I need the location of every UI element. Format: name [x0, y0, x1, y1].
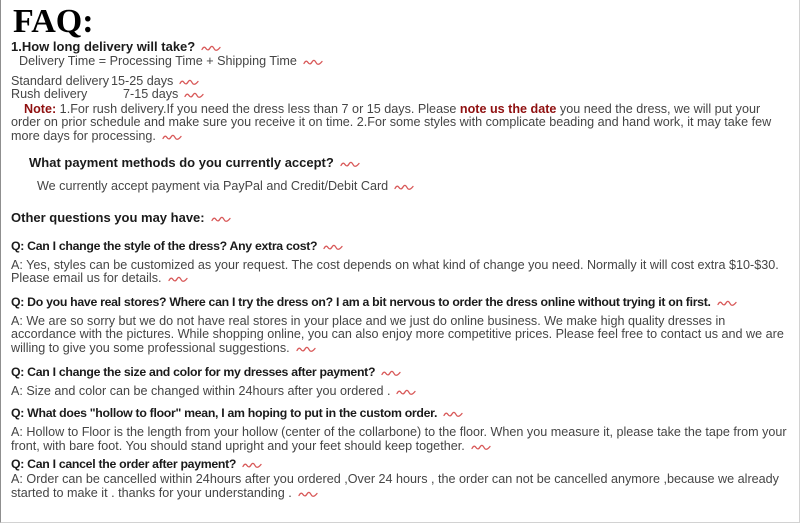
delivery-formula	[19, 54, 789, 68]
question-style-change	[11, 240, 789, 253]
answer-text: A: Hollow to Floor is the length from your hollow (center of the collarbone) to the floor. When you measure it, please take the tape from your front, with bare foot. You should stand upright and your feet should keep together.	[11, 425, 787, 453]
note-highlight: note us the date	[459, 101, 557, 116]
payment-question-text: What payment methods do you currently accept?	[29, 154, 334, 170]
red-scribble-icon	[179, 78, 199, 86]
rush-delivery-row	[11, 88, 789, 101]
red-scribble-icon	[323, 243, 343, 251]
red-scribble-icon	[168, 275, 188, 283]
question-text: Q: What does "hollow to floor" mean, I am hoping to put in the custom order.	[11, 407, 438, 421]
page-title: FAQ:	[13, 3, 94, 40]
answer-real-stores	[11, 315, 789, 356]
red-scribble-icon	[184, 91, 204, 99]
rush-note-body	[11, 102, 771, 143]
red-scribble-icon	[394, 183, 414, 191]
question-text: Q: Can I cancel the order after payment?	[11, 458, 237, 472]
delivery-heading	[11, 40, 789, 54]
payment-answer-text: We currently accept payment via PayPal and Credit/Debit Card	[37, 178, 389, 193]
red-scribble-icon	[340, 160, 360, 168]
answer-style-change	[11, 259, 789, 286]
rush-delivery-label: Rush delivery	[11, 87, 88, 102]
red-scribble-icon	[296, 345, 316, 353]
question-size-color	[11, 366, 789, 379]
question-text: Q: Can I change the size and color for my dresses after payment?	[11, 365, 376, 379]
red-scribble-icon	[211, 215, 231, 223]
question-cancel-order	[11, 458, 789, 471]
red-scribble-icon	[443, 410, 463, 418]
note-label: Note:	[24, 101, 57, 116]
other-questions-heading-text: Other questions you may have:	[11, 209, 205, 225]
answer-text: A: We are so sorry but we do not have real stores in your place and we just do online business. We make high quality dresses in accordance with the pictures. While shopping online, you can also enjoy more competitive prices. Please feel free to contact us and we are willing to give you some professional suggestions.	[11, 313, 784, 355]
delivery-heading-text: 1.How long delivery will take?	[11, 39, 196, 54]
question-real-stores	[11, 296, 789, 309]
standard-delivery-label: Standard delivery	[11, 74, 110, 88]
red-scribble-icon	[396, 388, 416, 396]
red-scribble-icon	[162, 133, 182, 141]
standard-delivery-value: 15-25 days	[111, 74, 174, 88]
qa-item-hollow-to-floor	[11, 407, 789, 453]
question-hollow-to-floor	[11, 407, 789, 420]
red-scribble-icon	[303, 58, 323, 66]
rush-delivery-value: 7-15 days	[123, 87, 179, 102]
red-scribble-icon	[201, 44, 221, 52]
rush-note	[11, 103, 789, 144]
red-scribble-icon	[381, 369, 401, 377]
delivery-formula-text: Delivery Time = Processing Time + Shipping Time	[19, 54, 297, 68]
payment-answer	[37, 179, 789, 193]
answer-cancel-order	[11, 473, 789, 500]
answer-hollow-to-floor	[11, 426, 789, 453]
red-scribble-icon	[242, 461, 262, 469]
qa-item-style-change	[11, 240, 789, 286]
qa-item-size-color	[11, 366, 789, 399]
other-questions-heading	[11, 211, 789, 225]
note-text-1: 1.For rush delivery.If you need the dress less than 7 or 15 days. Please	[56, 101, 460, 116]
red-scribble-icon	[717, 299, 737, 307]
qa-item-real-stores	[11, 296, 789, 356]
question-text: Q: Do you have real stores? Where can I try the dress on? I am a bit nervous to order the dress online without trying it on first.	[11, 295, 711, 309]
standard-delivery-row	[11, 75, 789, 88]
answer-text: A: Yes, styles can be customized as your request. The cost depends on what kind of change you need. Normally it will cost extra $10-$30. Please email us for details.	[11, 257, 779, 286]
payment-question	[29, 156, 789, 170]
red-scribble-icon	[298, 490, 318, 498]
answer-text: A: Order can be cancelled within 24hours after you ordered ,Over 24 hours , the order can not be cancelled anymore ,because we already started to make it . thanks for your understanding .	[11, 472, 779, 500]
qa-item-cancel-order	[11, 458, 789, 500]
answer-size-color	[11, 385, 789, 399]
note-text-2: you need the dress, we will put your order on prior schedule and make sure you receive it on time. 2.For some styles with complicate beading and hand work, it may take few more days for processing.	[11, 101, 772, 143]
answer-text: A: Size and color can be changed within 24hours after you ordered .	[11, 383, 391, 398]
question-text: Q: Can I change the style of the dress? Any extra cost?	[11, 239, 318, 253]
red-scribble-icon	[471, 443, 491, 451]
